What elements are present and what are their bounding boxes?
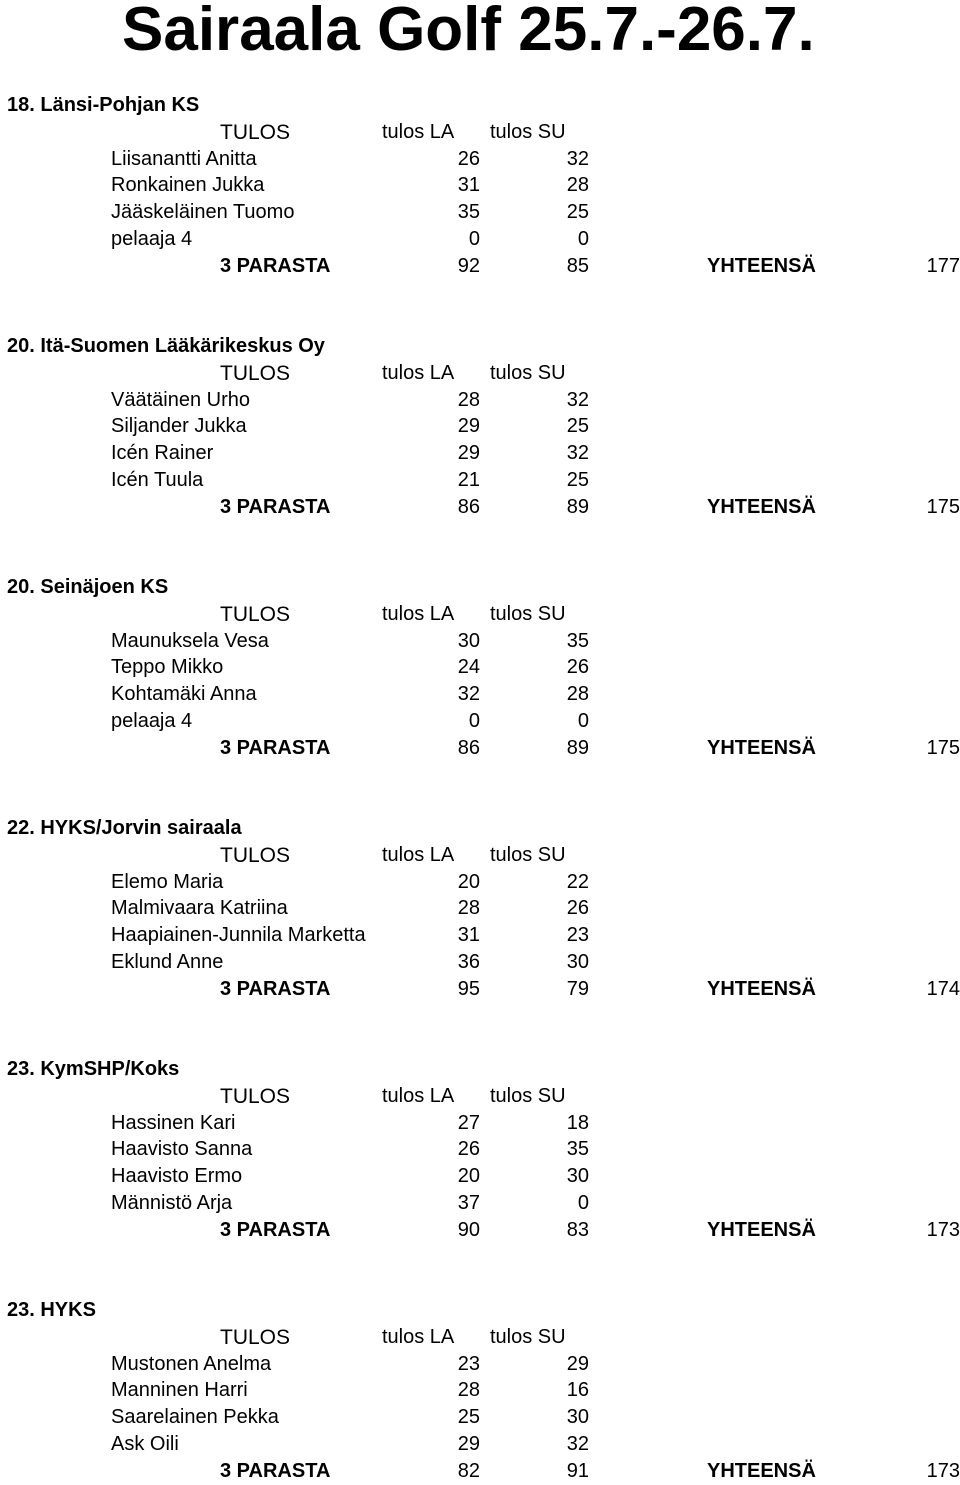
player-name: Hassinen Kari <box>111 1112 236 1134</box>
player-row <box>0 387 960 414</box>
score-su: 23 <box>566 924 589 946</box>
player-name: Liisanantti Anitta <box>111 148 257 170</box>
player-name: Haavisto Ermo <box>111 1165 243 1187</box>
player-row <box>0 1404 960 1431</box>
column-header-row <box>0 1324 960 1351</box>
score-su: 28 <box>566 174 589 196</box>
score-su: 32 <box>566 1433 589 1455</box>
parasta-la: 82 <box>457 1460 480 1482</box>
player-row <box>0 226 960 253</box>
player-name: Ask Oili <box>111 1433 179 1455</box>
tulos-la-header: tulos LA <box>382 121 455 143</box>
score-su: 28 <box>566 683 589 705</box>
team-name-row <box>0 1297 960 1324</box>
tulos-la-header: tulos LA <box>382 844 455 866</box>
team-block <box>0 92 960 277</box>
player-name: pelaaja 4 <box>111 710 193 732</box>
tulos-su-header: tulos SU <box>490 603 566 625</box>
score-la: 26 <box>457 148 480 170</box>
score-la: 24 <box>457 656 480 678</box>
player-row <box>0 895 960 922</box>
score-la: 28 <box>457 389 480 411</box>
score-la: 35 <box>457 201 480 223</box>
score-la: 20 <box>457 1165 480 1187</box>
player-name: Jääskeläinen Tuomo <box>111 201 295 223</box>
player-row <box>0 1136 960 1163</box>
player-row <box>0 146 960 173</box>
parasta-label: 3 PARASTA <box>220 978 331 1000</box>
tulos-la-header: tulos LA <box>382 362 455 384</box>
score-su: 16 <box>566 1379 589 1401</box>
player-row <box>0 1431 960 1458</box>
score-la: 27 <box>457 1112 480 1134</box>
player-name: Siljander Jukka <box>111 415 247 437</box>
score-su: 32 <box>566 148 589 170</box>
score-la: 30 <box>457 630 480 652</box>
player-name: Mustonen Anelma <box>111 1353 272 1375</box>
parasta-la: 90 <box>457 1219 480 1241</box>
parasta-su: 89 <box>566 496 589 518</box>
parasta-la: 86 <box>457 737 480 759</box>
tulos-header: TULOS <box>220 844 291 867</box>
score-la: 0 <box>468 228 480 250</box>
player-row <box>0 1351 960 1378</box>
score-su: 32 <box>566 389 589 411</box>
player-name: Ronkainen Jukka <box>111 174 265 196</box>
tulos-su-header: tulos SU <box>490 844 566 866</box>
score-la: 25 <box>457 1406 480 1428</box>
player-name: Haapiainen-Junnila Marketta <box>111 924 366 946</box>
player-name: Saarelainen Pekka <box>111 1406 279 1428</box>
player-row <box>0 467 960 494</box>
score-su: 0 <box>577 710 589 732</box>
score-su: 25 <box>566 469 589 491</box>
player-name: Elemo Maria <box>111 871 224 893</box>
score-la: 31 <box>457 924 480 946</box>
column-header-row <box>0 1083 960 1110</box>
column-header-row <box>0 842 960 869</box>
team-name: 23. KymSHP/Koks <box>7 1058 180 1080</box>
column-header-row <box>0 360 960 387</box>
parasta-la: 86 <box>457 496 480 518</box>
yhteensa-label: YHTEENSÄ <box>707 737 816 759</box>
parasta-su: 85 <box>566 255 589 277</box>
score-la: 20 <box>457 871 480 893</box>
player-row <box>0 172 960 199</box>
tulos-header: TULOS <box>220 121 291 144</box>
team-block <box>0 1297 960 1482</box>
team-name-row <box>0 333 960 360</box>
score-su: 30 <box>566 951 589 973</box>
score-su: 26 <box>566 897 589 919</box>
player-name: Männistö Arja <box>111 1192 233 1214</box>
player-name: Manninen Harri <box>111 1379 248 1401</box>
player-row <box>0 628 960 655</box>
score-su: 22 <box>566 871 589 893</box>
player-row <box>0 708 960 735</box>
parasta-label: 3 PARASTA <box>220 1219 331 1241</box>
player-row <box>0 949 960 976</box>
score-la: 21 <box>457 469 480 491</box>
score-la: 31 <box>457 174 480 196</box>
team-name: 22. HYKS/Jorvin sairaala <box>7 817 242 839</box>
team-name-row <box>0 92 960 119</box>
tulos-su-header: tulos SU <box>490 1085 566 1107</box>
player-row <box>0 1377 960 1404</box>
team-block <box>0 815 960 1000</box>
page-title: Sairaala Golf 25.7.-26.7. <box>122 0 815 64</box>
summary-row <box>0 494 960 521</box>
parasta-label: 3 PARASTA <box>220 737 331 759</box>
parasta-label: 3 PARASTA <box>220 255 331 277</box>
tulos-su-header: tulos SU <box>490 362 566 384</box>
parasta-su: 79 <box>566 978 589 1000</box>
team-block <box>0 574 960 759</box>
score-la: 28 <box>457 897 480 919</box>
player-name: Eklund Anne <box>111 951 224 973</box>
summary-row <box>0 976 960 1003</box>
team-total: 173 <box>926 1460 960 1482</box>
score-su: 30 <box>566 1165 589 1187</box>
column-header-row <box>0 601 960 628</box>
score-su: 26 <box>566 656 589 678</box>
yhteensa-label: YHTEENSÄ <box>707 978 816 1000</box>
summary-row <box>0 1458 960 1485</box>
yhteensa-label: YHTEENSÄ <box>707 1460 816 1482</box>
tulos-su-header: tulos SU <box>490 121 566 143</box>
team-name-row <box>0 1056 960 1083</box>
score-su: 30 <box>566 1406 589 1428</box>
team-name-row <box>0 815 960 842</box>
score-su: 0 <box>577 228 589 250</box>
player-name: Kohtamäki Anna <box>111 683 257 705</box>
score-su: 29 <box>566 1353 589 1375</box>
score-su: 25 <box>566 415 589 437</box>
score-la: 36 <box>457 951 480 973</box>
tulos-header: TULOS <box>220 1085 291 1108</box>
tulos-la-header: tulos LA <box>382 1326 455 1348</box>
team-block <box>0 333 960 518</box>
player-row <box>0 413 960 440</box>
player-row <box>0 681 960 708</box>
score-la: 32 <box>457 683 480 705</box>
player-row <box>0 869 960 896</box>
score-la: 37 <box>457 1192 480 1214</box>
player-row <box>0 922 960 949</box>
player-row <box>0 654 960 681</box>
score-la: 29 <box>457 442 480 464</box>
score-su: 35 <box>566 1138 589 1160</box>
player-row <box>0 1110 960 1137</box>
tulos-header: TULOS <box>220 1326 291 1349</box>
yhteensa-label: YHTEENSÄ <box>707 496 816 518</box>
score-su: 25 <box>566 201 589 223</box>
score-su: 32 <box>566 442 589 464</box>
team-name: 23. HYKS <box>7 1299 96 1321</box>
parasta-la: 95 <box>457 978 480 1000</box>
tulos-la-header: tulos LA <box>382 603 455 625</box>
score-la: 0 <box>468 710 480 732</box>
tulos-la-header: tulos LA <box>382 1085 455 1107</box>
tulos-header: TULOS <box>220 362 291 385</box>
column-header-row <box>0 119 960 146</box>
summary-row <box>0 1217 960 1244</box>
tulos-header: TULOS <box>220 603 291 626</box>
yhteensa-label: YHTEENSÄ <box>707 1219 816 1241</box>
team-name: 20. Itä-Suomen Lääkärikeskus Oy <box>7 335 325 357</box>
tulos-su-header: tulos SU <box>490 1326 566 1348</box>
player-row <box>0 199 960 226</box>
score-la: 29 <box>457 415 480 437</box>
team-total: 177 <box>926 255 960 277</box>
player-row <box>0 440 960 467</box>
team-name: 18. Länsi-Pohjan KS <box>7 94 200 116</box>
score-la: 26 <box>457 1138 480 1160</box>
team-total: 175 <box>926 737 960 759</box>
score-la: 28 <box>457 1379 480 1401</box>
player-name: Haavisto Sanna <box>111 1138 253 1160</box>
player-name: pelaaja 4 <box>111 228 193 250</box>
team-total: 174 <box>926 978 960 1000</box>
parasta-su: 89 <box>566 737 589 759</box>
team-name-row <box>0 574 960 601</box>
player-name: Maunuksela Vesa <box>111 630 269 652</box>
player-row <box>0 1163 960 1190</box>
score-su: 0 <box>577 1192 589 1214</box>
parasta-label: 3 PARASTA <box>220 496 331 518</box>
player-name: Väätäinen Urho <box>111 389 250 411</box>
summary-row <box>0 253 960 280</box>
player-name: Teppo Mikko <box>111 656 224 678</box>
parasta-su: 83 <box>566 1219 589 1241</box>
parasta-su: 91 <box>566 1460 589 1482</box>
yhteensa-label: YHTEENSÄ <box>707 255 816 277</box>
team-block <box>0 1056 960 1241</box>
player-name: Icén Tuula <box>111 469 204 491</box>
team-total: 173 <box>926 1219 960 1241</box>
player-name: Malmivaara Katriina <box>111 897 288 919</box>
score-la: 29 <box>457 1433 480 1455</box>
player-row <box>0 1190 960 1217</box>
team-name: 20. Seinäjoen KS <box>7 576 169 598</box>
parasta-la: 92 <box>457 255 480 277</box>
score-su: 18 <box>566 1112 589 1134</box>
score-su: 35 <box>566 630 589 652</box>
summary-row <box>0 735 960 762</box>
score-la: 23 <box>457 1353 480 1375</box>
player-name: Icén Rainer <box>111 442 214 464</box>
team-total: 175 <box>926 496 960 518</box>
parasta-label: 3 PARASTA <box>220 1460 331 1482</box>
